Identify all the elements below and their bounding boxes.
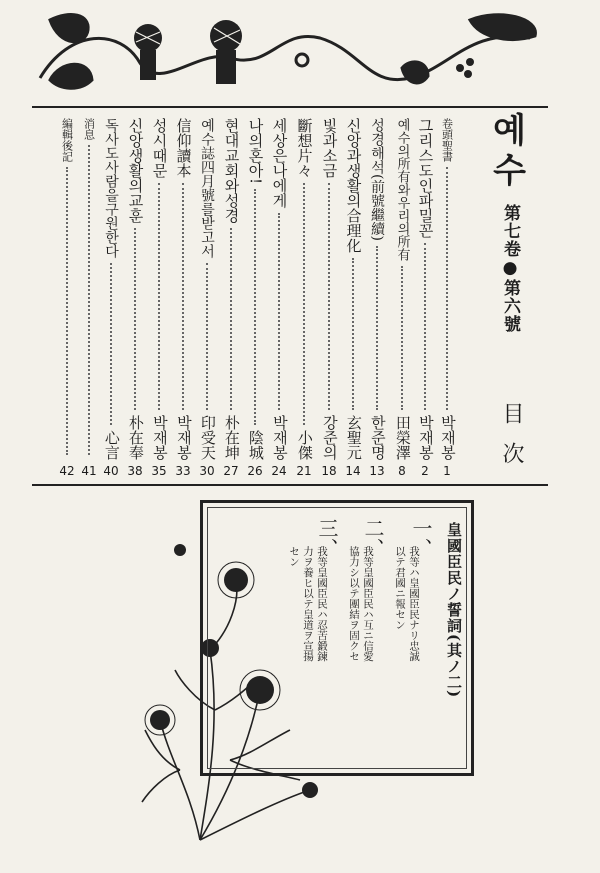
toc-entry-author: 田榮澤 (393, 415, 412, 460)
toc-entry[interactable] (414, 118, 436, 478)
toc-leader (376, 246, 378, 410)
toc-entry[interactable] (366, 118, 388, 478)
toc-entry[interactable] (56, 118, 78, 478)
magazine-masthead (465, 112, 545, 482)
toc-entry-title: 빛과소금 (320, 118, 339, 178)
toc-entry-page: 8 (398, 464, 406, 478)
toc-entry-author: 박재봉 (416, 415, 435, 460)
toc-entry-author: 印受天 (198, 415, 217, 460)
toc-entry[interactable] (148, 118, 170, 478)
toc-entry[interactable] (268, 118, 290, 478)
toc-entry-title: 信仰讀本 (174, 118, 193, 178)
toc-entry-title: 현대교회와성경 (222, 118, 241, 223)
toc-entry-page: 18 (321, 464, 337, 478)
toc-entry[interactable] (100, 118, 122, 478)
toc-entry[interactable] (318, 118, 340, 478)
toc-entry-title: 성시때문 (150, 118, 169, 178)
pledge-item-3-line-2: 力ヲ養ヒ以テ皇道ヲ宣揚 (302, 546, 314, 662)
toc-entry-title: 나의혼아! (246, 118, 265, 185)
toc-leader (158, 183, 160, 410)
toc-entry-author: 박재봉 (174, 415, 193, 460)
toc-leader (134, 228, 136, 410)
pledge-item-number: 一、 (409, 518, 433, 558)
toc-entry-page: 1 (443, 464, 451, 478)
toc-entry[interactable] (220, 118, 242, 478)
toc-entry-title: 消息 (82, 118, 96, 140)
toc-leader (254, 189, 256, 425)
toc-leader (352, 258, 354, 410)
magazine-title: 예수 (486, 112, 526, 192)
toc-entry-author: 박재봉 (270, 415, 289, 460)
toc-entry-author: 박재봉 (150, 415, 169, 460)
toc-entry-page: 13 (369, 464, 385, 478)
toc-entry-author: 한준명 (368, 415, 387, 460)
toc-entry[interactable] (196, 118, 218, 478)
toc-entry[interactable] (293, 118, 315, 478)
toc-leader (206, 263, 208, 410)
pledge-box (200, 500, 474, 776)
toc-leader (230, 228, 232, 410)
pledge-item-3-line-1: 我等皇國臣民ハ忍苦鍛鍊 (316, 546, 328, 662)
toc-entry[interactable] (342, 118, 364, 478)
issue-number: 第七卷●第六號 (500, 204, 520, 333)
toc-entry-title: 성경해석(前號繼續) (369, 118, 385, 241)
toc-leader (88, 145, 90, 455)
toc-leader (66, 167, 68, 455)
toc-entry-author: 陰城 (246, 430, 265, 460)
thistle-ornament-header (30, 8, 550, 96)
pledge-item-2-line-1: 我等皇國臣民ハ互ニ信愛 (362, 546, 374, 662)
pledge-item-1-line-2: 以テ君國ニ報セン (394, 546, 406, 630)
pledge-item-3-line-3: セン (288, 546, 300, 567)
header-divider (32, 106, 548, 108)
toc-leader (401, 266, 403, 410)
toc-entry-page: 26 (247, 464, 263, 478)
toc-leader (278, 213, 280, 410)
pledge-item-number: 三、 (315, 518, 339, 558)
toc-entry-author: 朴在坤 (222, 415, 241, 460)
toc-leader (303, 183, 305, 425)
toc-entry-author: 小傑 (295, 430, 314, 460)
toc-entry-title: 세상은나에게 (270, 118, 289, 208)
toc-entry[interactable] (244, 118, 266, 478)
toc-entry-title: 예수誌四月號를받고서 (199, 118, 215, 258)
toc-entry-title: 編輯後記 (60, 118, 74, 162)
toc-entry-title: 斷想片々 (295, 118, 314, 178)
toc-leader (182, 183, 184, 410)
toc-entry-page: 27 (223, 464, 239, 478)
toc-entry-title: 신앙생활의교훈 (126, 118, 145, 223)
toc-entry-author: 박재봉 (438, 415, 457, 460)
pledge-item-2-line-2: 協力シ以テ團結ヲ固クセ (348, 546, 360, 662)
toc-entry-page: 30 (199, 464, 215, 478)
toc-entry-page: 21 (296, 464, 312, 478)
toc-entry-title: 신앙과생활의合理化 (344, 118, 363, 253)
toc-entry[interactable] (124, 118, 146, 478)
toc-entry-page: 35 (151, 464, 167, 478)
toc-entry-title: 예수의所有와우리의所有 (394, 118, 410, 261)
toc-entry-title: 卷頭聖書 (440, 118, 454, 162)
toc-entry-page: 14 (345, 464, 361, 478)
toc-entry-author: 心言 (102, 430, 121, 460)
contents-label: 目次 (499, 402, 524, 482)
toc-entry-page: 40 (103, 464, 119, 478)
toc-entry[interactable] (391, 118, 413, 478)
toc-entry[interactable] (436, 118, 458, 478)
toc-leader (328, 183, 330, 410)
toc-leader (424, 243, 426, 410)
toc-entry-page: 33 (175, 464, 191, 478)
toc-entry-page: 41 (81, 464, 97, 478)
toc-entry[interactable] (172, 118, 194, 478)
toc-leader (110, 263, 112, 425)
toc-entry-page: 2 (421, 464, 429, 478)
toc-entry-title: 그리스도인파밀꼰 (416, 118, 435, 238)
toc-entry-author: 강준의 (320, 415, 339, 460)
toc-entry[interactable] (78, 118, 100, 478)
toc-leader (446, 167, 448, 410)
pledge-item-1-line-1: 我等ハ皇國臣民ナリ忠誠 (408, 546, 420, 662)
pledge-heading: 皇國臣民ノ誓詞(其ノ二) (445, 522, 463, 699)
toc-entry-author: 朴在奉 (126, 415, 145, 460)
toc-entry-author: 玄聖元 (344, 415, 363, 460)
toc-entry-page: 42 (59, 464, 75, 478)
pledge-item-number: 二、 (361, 518, 385, 558)
toc-entry-page: 24 (271, 464, 287, 478)
toc-entry-page: 38 (127, 464, 143, 478)
toc-entry-title: 독사도사람을구원한다 (103, 118, 119, 258)
section-divider (32, 484, 548, 486)
pledge-inner-border (207, 507, 467, 769)
